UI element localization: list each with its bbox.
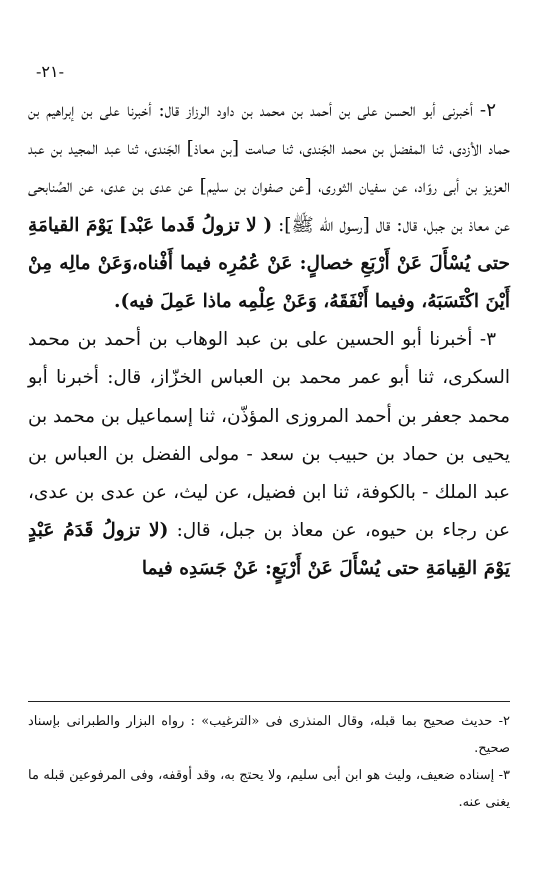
footnotes <box>28 708 510 816</box>
hadith-3: (لا تزولُ قَدَمُ عَبْدٍ يَوْمَ القِيامَةِ حتى يُسْأَلَ عَنْ أَرْبَعٍ: عَنْ جَسَدِه فيما <box>28 520 510 580</box>
page-number: -٢١- <box>36 62 64 81</box>
isnad-3: ٣- أخبرنا أبو الحسين على بن عبد الوهاب بن أحمد بن محمد السكرى، ثنا أبو عمر محمد بن العباس الخزّاز، قال: أخبرنا أبو محمد جعفر بن أحمد المروزى المؤذّن، ثنا إسماعيل بن محمد بن يحيى بن حماد بن حبيب بن سعد - مولى الفضل بن العباس بن عبد الملك - بالكوفة، ثنا ابن فضيل، عن ليث، عن عدى بن عدى، عن رجاء بن حيوه، عن معاذ بن جبل، قال: <box>28 329 510 542</box>
footnote-3: ٣- إسناده ضعيف، وليث هو ابن أبى سليم، ولا يحتج به، وقد أوقفه، وفى المرفوعين قبله ما يغنى عنه. <box>28 768 510 810</box>
narration-3 <box>28 321 510 588</box>
footnote-2: ٢- حديث صحيح بما قبله، وقال المنذرى فى «الترغيب» : رواه البزار والطبرانى بإسناد صحيح. <box>28 714 510 756</box>
narration-2 <box>28 92 510 321</box>
main-text <box>28 92 510 589</box>
footnote-divider <box>28 701 510 702</box>
isnad-2: ٢- أخبرنى أبو الحسن على بن أحمد بن محمد بن داود الرزاز قال: أخبرنا على بن إبراهيم بن حماد الأزدى، ثنا المفضل بن محمد الجَندى، ثنا صامت [بن معاذ] الجَندى، ثنا عبد المجيد بن عبد العزيز بن أبى روّاد، عن سفيان الثورى، [عن صفوان بن سليم] عن عدى بن عدى، عن الصُنابحى عن معاذ بن جبل، قال: قال [رسول الله ﷺ]: <box>28 100 510 236</box>
hadith-2: ( لا تزولُ قَدما عَبْد] يَوْمَ القيامَةِ حتى يُسْأَلَ عَنْ أَرْبَعِ خصالٍ: عَنْ عُمُرِه فيما أَفْناه،وَعَنْ مالِه مِنْ أَيْنَ اكْتَسَبَهُ، وفيما أَنْفَقَهُ، وَعَنْ عِلْمِه ماذا عَمِلَ فيه). <box>28 214 510 313</box>
